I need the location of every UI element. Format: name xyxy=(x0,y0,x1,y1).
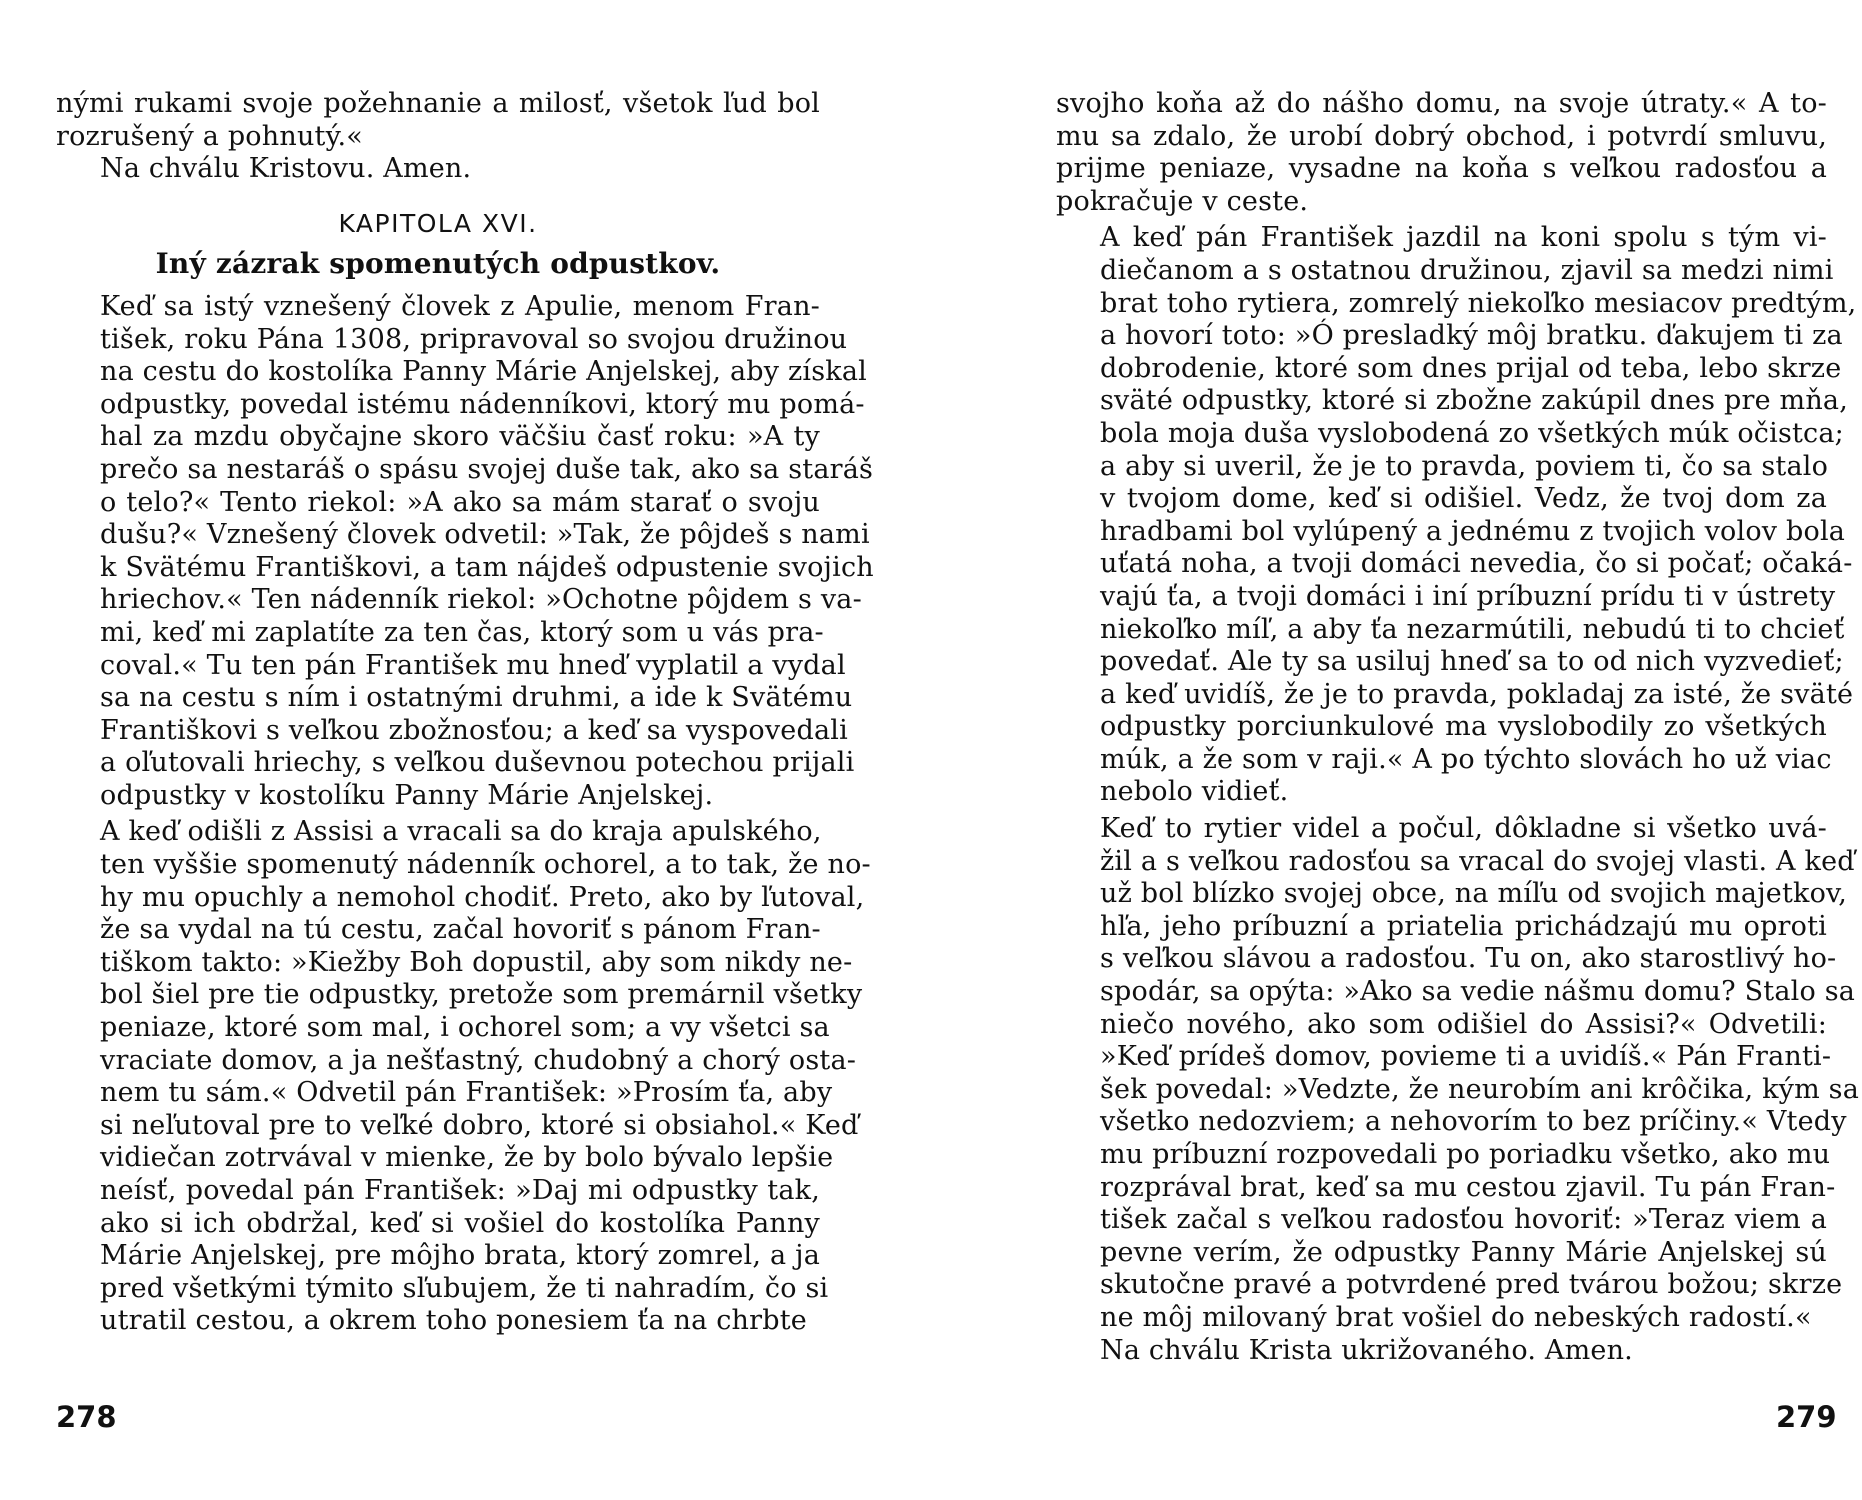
page-number-right: 279 xyxy=(1776,1400,1837,1434)
text-line: prečo sa nestaráš o spásu svojej duše tak, ako sa staráš xyxy=(100,453,874,485)
text-line: múk, a že som v raji.« A po týchto slovách ho už viac xyxy=(1100,743,1832,775)
text-line: utratil cestou, a okrem toho ponesiem ťa na chrbte xyxy=(100,1305,807,1337)
text-line: odpustky porciunkulové ma vyslobodily zo všetkých xyxy=(1100,711,1827,743)
text-line: pred všetkými týmito sľubujem, že ti nahradím, čo si xyxy=(100,1272,829,1304)
text-line: niekoľko míľ, a aby ťa nezarmútili, nebudú ti to chcieť xyxy=(1100,613,1845,645)
left-opening-paragraph xyxy=(56,88,820,153)
text-line: mu sa zdalo, že urobí dobrý obchod, i potvrdí smluvu, xyxy=(1056,120,1827,152)
text-line: už bol blízko svojej obce, na míľu od svojich majetkov, xyxy=(1100,878,1848,910)
text-line: bol šiel pre tie odpustky, pretože som premárnil všetky xyxy=(100,979,863,1011)
text-line: spodár, sa opýta: »Ako sa vedie nášmu domu? Stalo sa xyxy=(1100,976,1856,1008)
text-line: »Keď prídeš domov, povieme ti a uvidíš.« Pán Franti- xyxy=(1100,1041,1832,1073)
text-line: dušu?« Vznešený človek odvetil: »Tak, že pôjdeš s nami xyxy=(100,519,870,551)
text-line: a keď uvidíš, že je to pravda, pokladaj za isté, že sväté xyxy=(1100,678,1854,710)
text-line: diečanom a s ostatnou družinou, zjavil sa medzi nimi xyxy=(1100,254,1834,286)
text-line: hradbami bol vylúpený a jednému z tvojich volov bola xyxy=(1100,515,1846,547)
text-line: Keď to rytier videl a počul, dôkladne si všetko uvá- xyxy=(1100,813,1827,845)
right-amen: Na chválu Krista ukrižovaného. Amen. xyxy=(1100,1334,1633,1366)
text-line: niečo nového, ako som odišiel do Assisi?« Odvetili: xyxy=(1100,1008,1827,1040)
page-number-left: 278 xyxy=(56,1400,117,1434)
text-line: A keď pán František jazdil na koni spolu s tým vi- xyxy=(1100,222,1827,254)
text-line: vajú ťa, a tvoji domáci i iní príbuzní prídu ti v ústrety xyxy=(1100,580,1836,612)
text-line: hľa, jeho príbuzní a priatelia prichádzajú mu oproti xyxy=(1100,910,1827,942)
text-line: všetko nedozviem; a nehovorím to bez príčiny.« Vtedy xyxy=(1100,1106,1847,1138)
text-line: ne môj milovaný brat vošiel do nebeských radostí.« xyxy=(1100,1301,1812,1333)
left-amen: Na chválu Kristovu. Amen. xyxy=(100,153,472,185)
left-text-column xyxy=(56,88,874,1338)
text-line: vraciate domov, a ja nešťastný, chudobný a chorý osta- xyxy=(100,1044,857,1076)
text-line: odpustky, povedal istému nádenníkovi, ktorý mu pomá- xyxy=(100,388,865,420)
text-line: tiškom takto: »Kiežby Boh dopustil, aby som nikdy ne- xyxy=(100,946,853,978)
text-line: hriechov.« Ten nádenník riekol: »Ochotne pôjdem s va- xyxy=(100,584,862,616)
text-line: mu príbuzní rozpovedali po poriadku všetko, ako mu xyxy=(1100,1139,1831,1170)
right-page xyxy=(931,0,1862,1500)
text-line: o telo?« Tento riekol: »A ako sa mám starať o svoju xyxy=(100,486,820,518)
right-paragraph-2 xyxy=(1056,813,1860,1335)
text-line: A keď odišli z Assisi a vracali sa do kraja apulského, xyxy=(100,816,822,848)
text-line: neísť, povedal pán František: »Daj mi odpustky tak, xyxy=(100,1175,820,1206)
text-line: sa na cestu s ním i ostatnými druhmi, a ide k Svätému xyxy=(100,682,853,714)
text-line: sväté odpustky, ktoré si zbožne zakúpil dnes pre mňa, xyxy=(1100,385,1848,417)
text-line: pevne verím, že odpustky Panny Márie Anjelskej sú xyxy=(1100,1236,1827,1268)
text-line: ten vyššie spomenutý nádenník ochorel, a to tak, že no- xyxy=(100,849,871,881)
text-line: peniaze, ktoré som mal, i ochorel som; a vy všetci sa xyxy=(100,1012,830,1044)
text-line: bola moja duša vyslobodená zo všetkých múk očistca; xyxy=(1100,417,1844,449)
text-line: rozprával brat, keď sa mu cestou zjavil. Tu pán Fran- xyxy=(1100,1171,1836,1203)
text-line: brat toho rytiera, zomrelý niekoľko mesiacov predtým, xyxy=(1100,287,1857,319)
right-paragraph-1 xyxy=(1056,222,1857,809)
text-line: si neľutoval pre to veľké dobro, ktoré si obsiahol.« Keď xyxy=(100,1109,859,1141)
left-paragraph-1 xyxy=(56,290,874,813)
text-line: a aby si uveril, že je to pravda, poviem ti, čo sa stalo xyxy=(1100,450,1829,482)
text-line: svojho koňa až do nášho domu, na svoje útraty.« A to- xyxy=(1056,88,1827,119)
text-line: na cestu do kostolíka Panny Márie Anjelskej, aby získal xyxy=(100,356,867,388)
text-line: Františkovi s veľkou zbožnosťou; a keď sa vyspovedali xyxy=(100,714,848,746)
text-line: nebolo vidieť. xyxy=(1100,776,1289,808)
text-line: Keď sa istý vznešený človek z Apulie, menom Fran- xyxy=(100,290,820,322)
text-line: vidiečan zotrvával v mienke, že by bolo bývalo lepšie xyxy=(100,1142,834,1174)
chapter-heading: KAPITOLA XVI. xyxy=(338,208,538,238)
text-line: Márie Anjelskej, pre môjho brata, ktorý zomrel, a ja xyxy=(100,1240,820,1272)
text-line: že sa vydal na tú cestu, začal hovoriť s pánom Fran- xyxy=(100,914,821,946)
chapter-subtitle: Iný zázrak spomenutých odpustkov. xyxy=(155,247,721,281)
text-line: povedať. Ale ty sa usiluj hneď sa to od nich vyzvedieť; xyxy=(1100,646,1844,678)
text-line: s veľkou slávou a radosťou. Tu on, ako starostlivý ho- xyxy=(1100,943,1837,975)
text-line: dobrodenie, ktoré som dnes prijal od teba, lebo skrze xyxy=(1100,352,1842,384)
text-line: mi, keď mi zaplatíte za ten čas, ktorý som u vás pra- xyxy=(100,616,824,648)
right-paragraph-0 xyxy=(1056,88,1827,218)
text-line: nými rukami svoje požehnanie a milosť, všetok ľud bol xyxy=(56,88,820,119)
text-line: k Svätému Františkovi, a tam nájdeš odpustenie svojich xyxy=(100,551,874,583)
text-line: a hovorí toto: »Ó presladký môj bratku. ďakujem ti za xyxy=(1100,320,1843,352)
text-line: pokračuje v ceste. xyxy=(1056,185,1309,217)
text-line: hal za mzdu obyčajne skoro väčšiu časť roku: »A ty xyxy=(100,421,820,453)
text-line: coval.« Tu ten pán František mu hneď vyplatil a vydal xyxy=(100,649,846,681)
text-line: šek povedal: »Vedzte, že neurobím ani krôčika, kým sa xyxy=(1100,1073,1860,1105)
text-line: v tvojom dome, keď si odišiel. Vedz, že tvoj dom za xyxy=(1100,483,1827,515)
text-line: a oľutovali hriechy, s veľkou duševnou potechou prijali xyxy=(100,747,855,779)
text-line: skutočne pravé a potvrdené pred tvárou božou; skrze xyxy=(1100,1269,1843,1301)
text-line: tišek, roku Pána 1308, pripravoval so svojou družinou xyxy=(100,323,848,355)
right-text-column xyxy=(1056,88,1860,1367)
left-paragraph-2 xyxy=(56,816,871,1338)
text-line: hy mu opuchly a nemohol chodiť. Preto, ako by ľutoval, xyxy=(100,881,865,913)
text-line: rozrušený a pohnutý.« xyxy=(56,120,363,152)
text-line: odpustky v kostolíku Panny Márie Anjelskej. xyxy=(100,779,714,811)
text-line: žil a s veľkou radosťou sa vracal do svojej vlasti. A keď xyxy=(1100,845,1855,877)
text-line: uťatá noha, a tvoji domáci nevedia, čo si počať; očaká- xyxy=(1100,548,1853,580)
text-line: tišek začal s veľkou radosťou hovoriť: »Teraz viem a xyxy=(1100,1204,1827,1236)
text-line: nem tu sám.« Odvetil pán František: »Prosím ťa, aby xyxy=(100,1077,833,1109)
text-line: prijme peniaze, vysadne na koňa s veľkou radosťou a xyxy=(1056,153,1827,185)
text-line: ako si ich obdržal, keď si vošiel do kostolíka Panny xyxy=(100,1207,820,1239)
